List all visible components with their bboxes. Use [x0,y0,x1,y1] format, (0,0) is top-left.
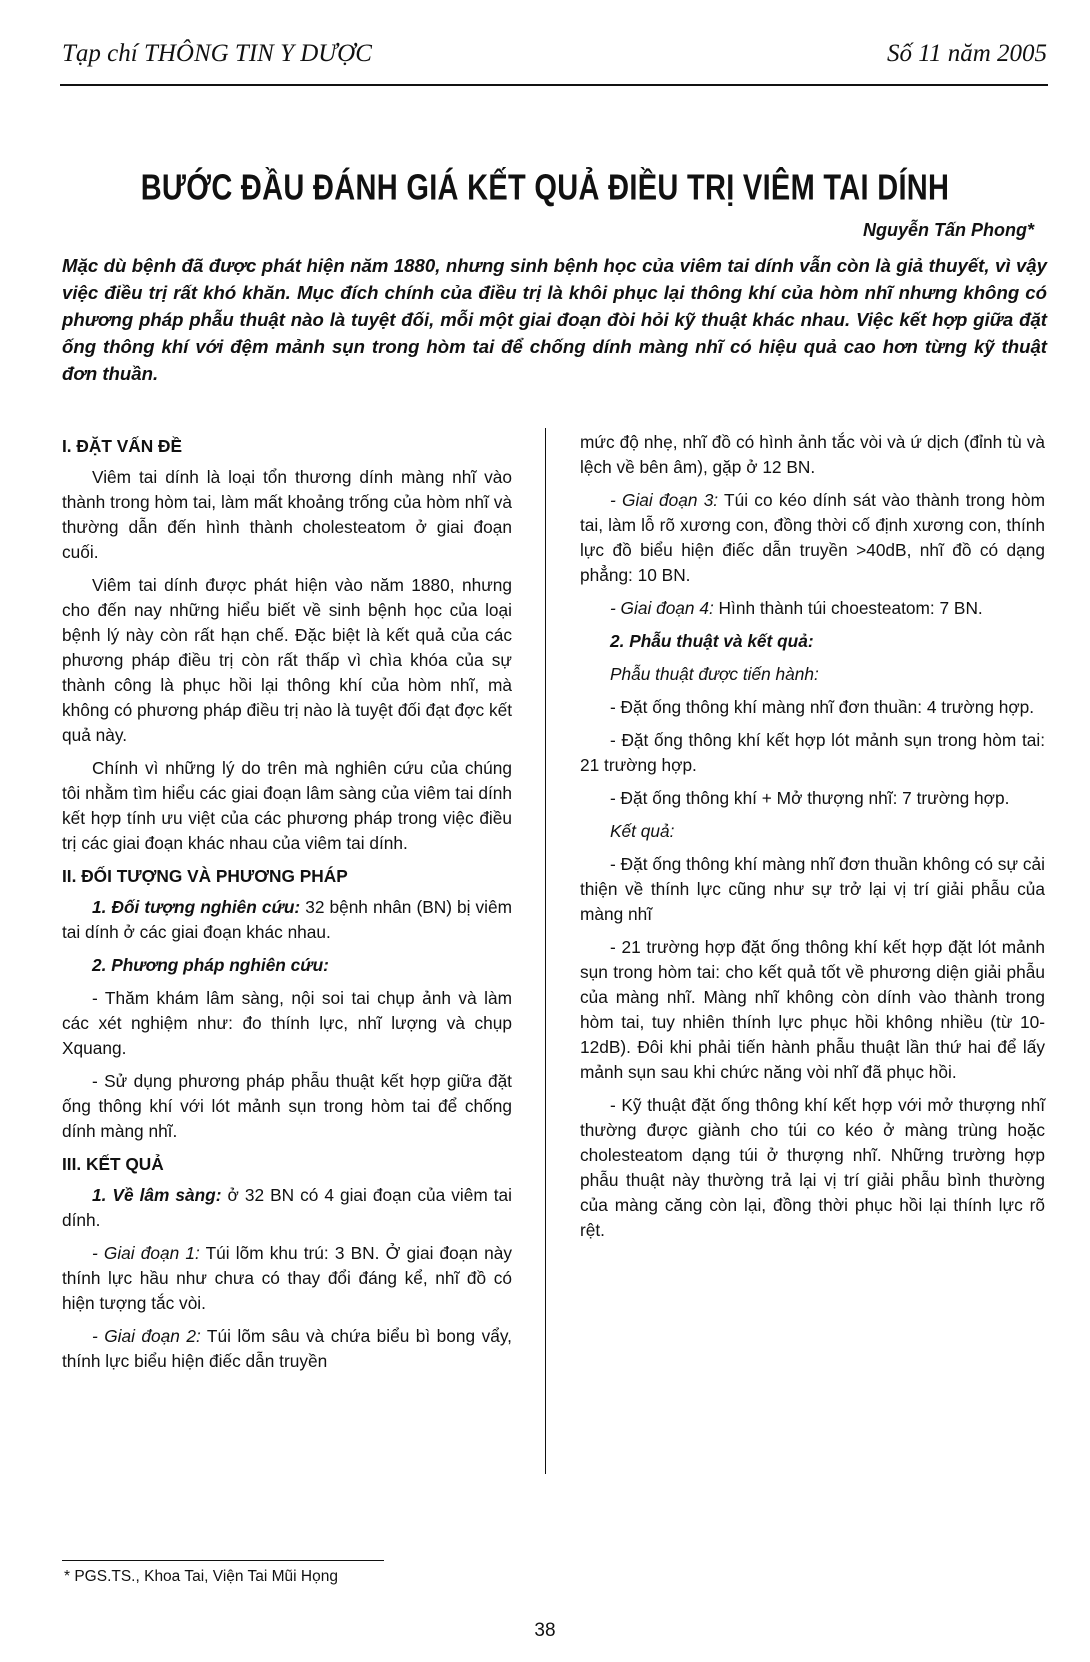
paragraph: Viêm tai dính là loại tổn thương dính màng nhĩ vào thành trong hòm tai, làm mất khoảng trống của hòm nhĩ và thường dẫn đến hình thành cholesteatom ở giai đoạn cuối. [62,467,512,562]
paragraph: - Sử dụng phương pháp phẫu thuật kết hợp giữa đặt ống thông khí với lót mảnh sụn trong hòm tai để chống dính màng nhĩ. [62,1071,512,1141]
paragraph-text: 32 bệnh nhân (BN) bị viêm tai dính ở các giai đoạn khác nhau. [62,897,513,942]
section-1-heading: I. ĐẶT VẤN ĐỀ [62,436,183,456]
paragraph-text: Hình thành túi choesteatom: 7 BN. [713,598,983,618]
paragraph [580,629,1045,654]
paragraph: - Đặt ống thông khí màng nhĩ đơn thuần không có sự cải thiện về thính lực cũng như sự trở lại vị trí giải phẫu của màng nhĩ [580,854,1045,924]
paragraph: mức độ nhẹ, nhĩ đồ có hình ảnh tắc vòi và ứ dịch (đỉnh tù và lệch về bên âm), gặp ở 12 BN. [580,432,1045,477]
stage-label: - Giai đoạn 2: [92,1326,201,1346]
paragraph [62,1324,512,1374]
paragraph-text: Túi lõm khu trú: 3 BN. Ở giai đoạn này thính lực hầu như chưa có thay đổi đáng kể, nhĩ đồ có hiện tượng tắc vòi. [62,1243,513,1313]
section-3-heading: III. KẾT QUẢ [62,1154,164,1174]
paragraph: Chính vì những lý do trên mà nghiên cứu của chúng tôi nhằm tìm hiểu các giai đoạn lâm sàng của viêm tai dính kết hợp tính ưu việt của các phương pháp trong việc điều trị các giai đoạn khác nhau của viêm tai dính. [62,758,512,853]
page-number: 38 [534,1620,556,1641]
paragraph: Viêm tai dính được phát hiện vào năm 1880, nhưng cho đến nay những hiểu biết về sinh bệnh học của loại bệnh lý này còn rất hạn chế. Đặc biệt là kết quả của các phương pháp điều trị còn rất thấp vì chìa khóa của sự thành công là phục hồi lại thông khí của hòm nhĩ, mà không có phương pháp điều trị nào là tuyệt đối đạt đợc kết quả này. [62,575,512,745]
paragraph [62,1241,512,1316]
running-header [62,40,1047,80]
column-divider [545,428,546,1474]
issue-number: Số 11 năm 2005 [887,40,1047,67]
journal-name: Tạp chí THÔNG TIN Y DƯỢC [62,40,372,67]
paragraph-text: Túi lõm sâu và chứa biểu bì bong vẩy, thính lực biểu hiện điếc dẫn truyền [62,1326,512,1371]
paragraph: - Đặt ống thông khí + Mở thượng nhĩ: 7 trường hợp. [610,788,1010,808]
paragraph [62,895,512,945]
paragraph: Phẫu thuật được tiến hành: [610,664,819,684]
section-2-heading: II. ĐỐI TƯỢNG VÀ PHƯƠNG PHÁP [62,866,348,886]
article-title: BƯỚC ĐẦU ĐÁNH GIÁ KẾT QUẢ ĐIỀU TRỊ VIÊM TAI DÍNH [140,168,950,208]
subheading: 1. Đối tượng nghiên cứu: [92,897,301,917]
paragraph [62,1183,512,1233]
stage-label: - Giai đoạn 1: [92,1243,200,1263]
paragraph: - Đặt ống thông khí màng nhĩ đơn thuần: 4 trường hợp. [610,697,1035,717]
paragraph: - Thăm khám lâm sàng, nội soi tai chụp ảnh và làm các xét nghiệm như: đo thính lực, nhĩ lượng và chụp Xquang. [62,988,512,1058]
header-divider [60,84,1048,86]
author-name: Nguyễn Tấn Phong* [863,220,1034,240]
footnote: * PGS.TS., Khoa Tai, Viện Tai Mũi Họng [64,1568,338,1585]
paragraph: - Đặt ống thông khí kết hợp lót mảnh sụn trong hòm tai: 21 trường hợp. [580,730,1045,775]
abstract: Mặc dù bệnh đã được phát hiện năm 1880, nhưng sinh bệnh học của viêm tai dính vẫn còn là giả thuyết, vì vậy việc điều trị rất khó khăn. Mục đích chính của điều trị là khôi phục lại thông khí của hòm nhĩ nhưng không có phương pháp phẫu thuật nào là tuyệt đối, mỗi một giai đoạn đòi hỏi kỹ thuật khác nhau. Việc kết hợp giữa đặt ống thông khí với đệm mảnh sụn trong hòm tai để chống dính màng nhĩ có hiệu quả cao hơn từng kỹ thuật đơn thuần. [62,255,1047,384]
paragraph-text: Túi co kéo dính sát vào thành trong hòm tai, làm lỗ rõ xương con, đồng thời cố định xương con, thính lực đồ biểu hiện điếc dẫn truyền >40dB, nhĩ đồ có dạng phẳng: 10 BN. [580,490,1045,585]
right-column [580,430,1045,1251]
paragraph-text: ở 32 BN có 4 giai đoạn của viêm tai dính. [62,1185,512,1230]
paragraph [62,953,512,978]
subheading: 2. Phẫu thuật và kết quả: [610,631,814,651]
paragraph: - 21 trường hợp đặt ống thông khí kết hợp đặt lót mảnh sụn trong hòm tai: cho kết quả tốt về phương diện giải phẫu của màng nhĩ. Màng nhĩ không còn dính vào thành trong hòm tai, tuy nhiên thính lực phục hồi không nhiều (từ 10-12dB). Đôi khi phải tiến hành phẫu thuật lần thứ hai để lấy mảnh sụn sau khi chức năng vòi nhĩ đã phục hồi. [580,937,1045,1082]
paragraph: Kết quả: [610,821,675,841]
paragraph [580,596,1045,621]
paragraph [580,488,1045,588]
footnote-divider [62,1560,384,1561]
stage-label: - Giai đoạn 3: [610,490,719,510]
subheading: 2. Phương pháp nghiên cứu: [92,955,329,975]
subheading: 1. Về lâm sàng: [92,1185,222,1205]
left-column [62,430,512,1382]
paragraph: - Kỹ thuật đặt ống thông khí kết hợp với mở thượng nhĩ thường được giành cho túi co kéo ở màng trùng hoặc cholesteatom dạng túi ở thượng nhĩ. Những trường hợp phẫu thuật này thường trả lại vị trí giải phẫu bình thường của màng căng còn lại, đồng thời phục hồi lại thính lực rõ rệt. [580,1095,1045,1240]
stage-label: - Giai đoạn 4: [610,598,714,618]
